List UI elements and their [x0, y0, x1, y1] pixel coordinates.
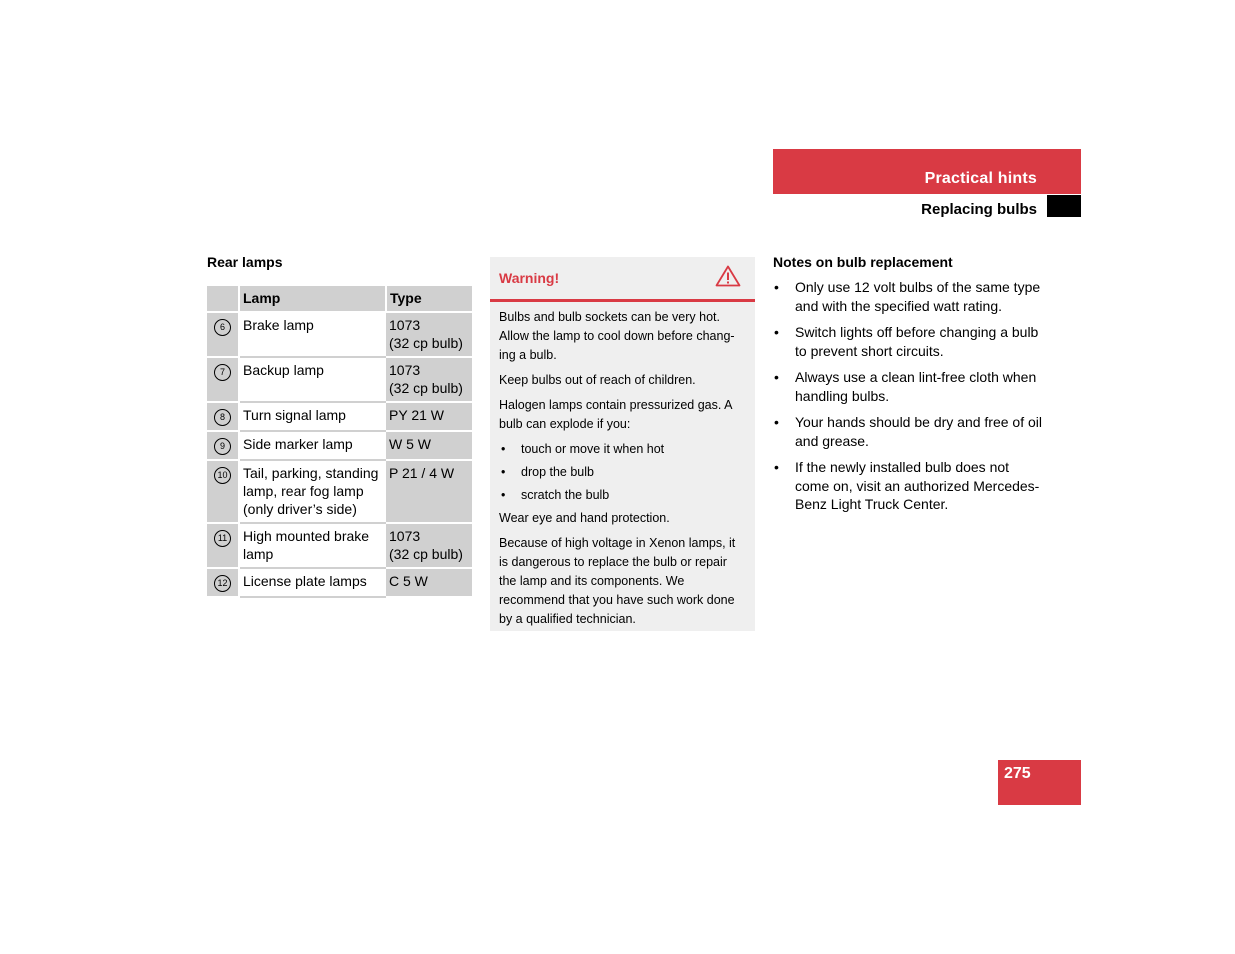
row-number: [207, 568, 239, 597]
header-num: [207, 286, 239, 312]
row-number: [207, 402, 239, 431]
table-body: [207, 312, 472, 597]
lamp-type: C 5 W: [386, 568, 472, 597]
thumb-tab: [1047, 195, 1081, 217]
lamp-name: Tail, parking, standing lamp, rear fog lamp (only driver’s side): [239, 460, 386, 523]
table-row: [207, 312, 472, 357]
rear-lamps-table: [207, 286, 472, 598]
warning-paragraph: Halogen lamps contain pressurized gas. A bulb can explode if you:: [499, 398, 732, 431]
notes-list: [773, 278, 1043, 514]
warning-title: Warning!: [499, 270, 560, 286]
notes-section: [773, 254, 1043, 522]
subsection-title: Replacing bulbs: [921, 201, 1037, 218]
warning-list: [499, 440, 746, 505]
notes-heading: Notes on bulb replacement: [773, 254, 953, 270]
circled-number: 10: [214, 467, 231, 484]
rear-lamps-heading: Rear lamps: [207, 254, 283, 270]
list-item: • Your hands should be dry and free of oil and grease.: [773, 413, 1043, 450]
table-row: [207, 357, 472, 402]
circled-number: 11: [214, 530, 231, 547]
list-item: • drop the bulb: [499, 463, 746, 482]
warning-triangle-icon: [715, 265, 741, 292]
warning-paragraph: Because of high voltage in Xenon lamps, it is dangerous to replace the bulb or repair the lamp and its components. We recommend that you have such work done by a qualified technician.: [499, 536, 736, 626]
warning-paragraph: Bulbs and bulb sockets can be very hot. Allow the lamp to cool down before chang-ing a bulb.: [499, 310, 735, 362]
warning-body: [490, 302, 755, 629]
lamp-name: Backup lamp: [239, 357, 386, 402]
circled-number: 6: [214, 319, 231, 336]
lamp-type: W 5 W: [386, 431, 472, 460]
list-item: • touch or move it when hot: [499, 440, 746, 459]
section-title: Practical hints: [924, 170, 1037, 187]
lamp-name: License plate lamps: [239, 568, 386, 597]
lamp-type: P 21 / 4 W: [386, 460, 472, 523]
circled-number: 7: [214, 364, 231, 381]
lamp-type: 1073 (32 cp bulb): [386, 523, 472, 568]
table-row: [207, 402, 472, 431]
circled-number: 8: [214, 409, 231, 426]
lamp-name: Brake lamp: [239, 312, 386, 357]
lamp-type: 1073 (32 cp bulb): [386, 312, 472, 357]
list-item: • Always use a clean lint-free cloth when handling bulbs.: [773, 368, 1043, 405]
header-lamp: Lamp: [239, 286, 386, 312]
list-item: • If the newly installed bulb does not come on, visit an authorized Mercedes-Benz Light Truck Center.: [773, 458, 1043, 514]
row-number: [207, 523, 239, 568]
warning-paragraph: Wear eye and hand protection.: [499, 511, 670, 525]
row-number: [207, 460, 239, 523]
table-row: [207, 460, 472, 523]
warning-paragraph: Keep bulbs out of reach of children.: [499, 373, 696, 387]
list-item: • Switch lights off before changing a bulb to prevent short circuits.: [773, 323, 1043, 360]
warning-header: [490, 257, 755, 302]
warning-box: [490, 257, 755, 631]
row-number: [207, 431, 239, 460]
page-number: 275: [1004, 765, 1031, 782]
row-number: [207, 312, 239, 357]
lamp-name: Side marker lamp: [239, 431, 386, 460]
list-item: • scratch the bulb: [499, 486, 746, 505]
table-row: [207, 431, 472, 460]
table-header-row: [207, 286, 472, 312]
lamp-name: Turn signal lamp: [239, 402, 386, 431]
lamp-name: High mounted brake lamp: [239, 523, 386, 568]
table-row: [207, 523, 472, 568]
table-row: [207, 568, 472, 597]
list-item: • Only use 12 volt bulbs of the same type and with the specified watt rating.: [773, 278, 1043, 315]
lamp-type: 1073 (32 cp bulb): [386, 357, 472, 402]
row-number: [207, 357, 239, 402]
lamp-type: PY 21 W: [386, 402, 472, 431]
circled-number: 12: [214, 575, 231, 592]
circled-number: 9: [214, 438, 231, 455]
header-type: Type: [386, 286, 472, 312]
